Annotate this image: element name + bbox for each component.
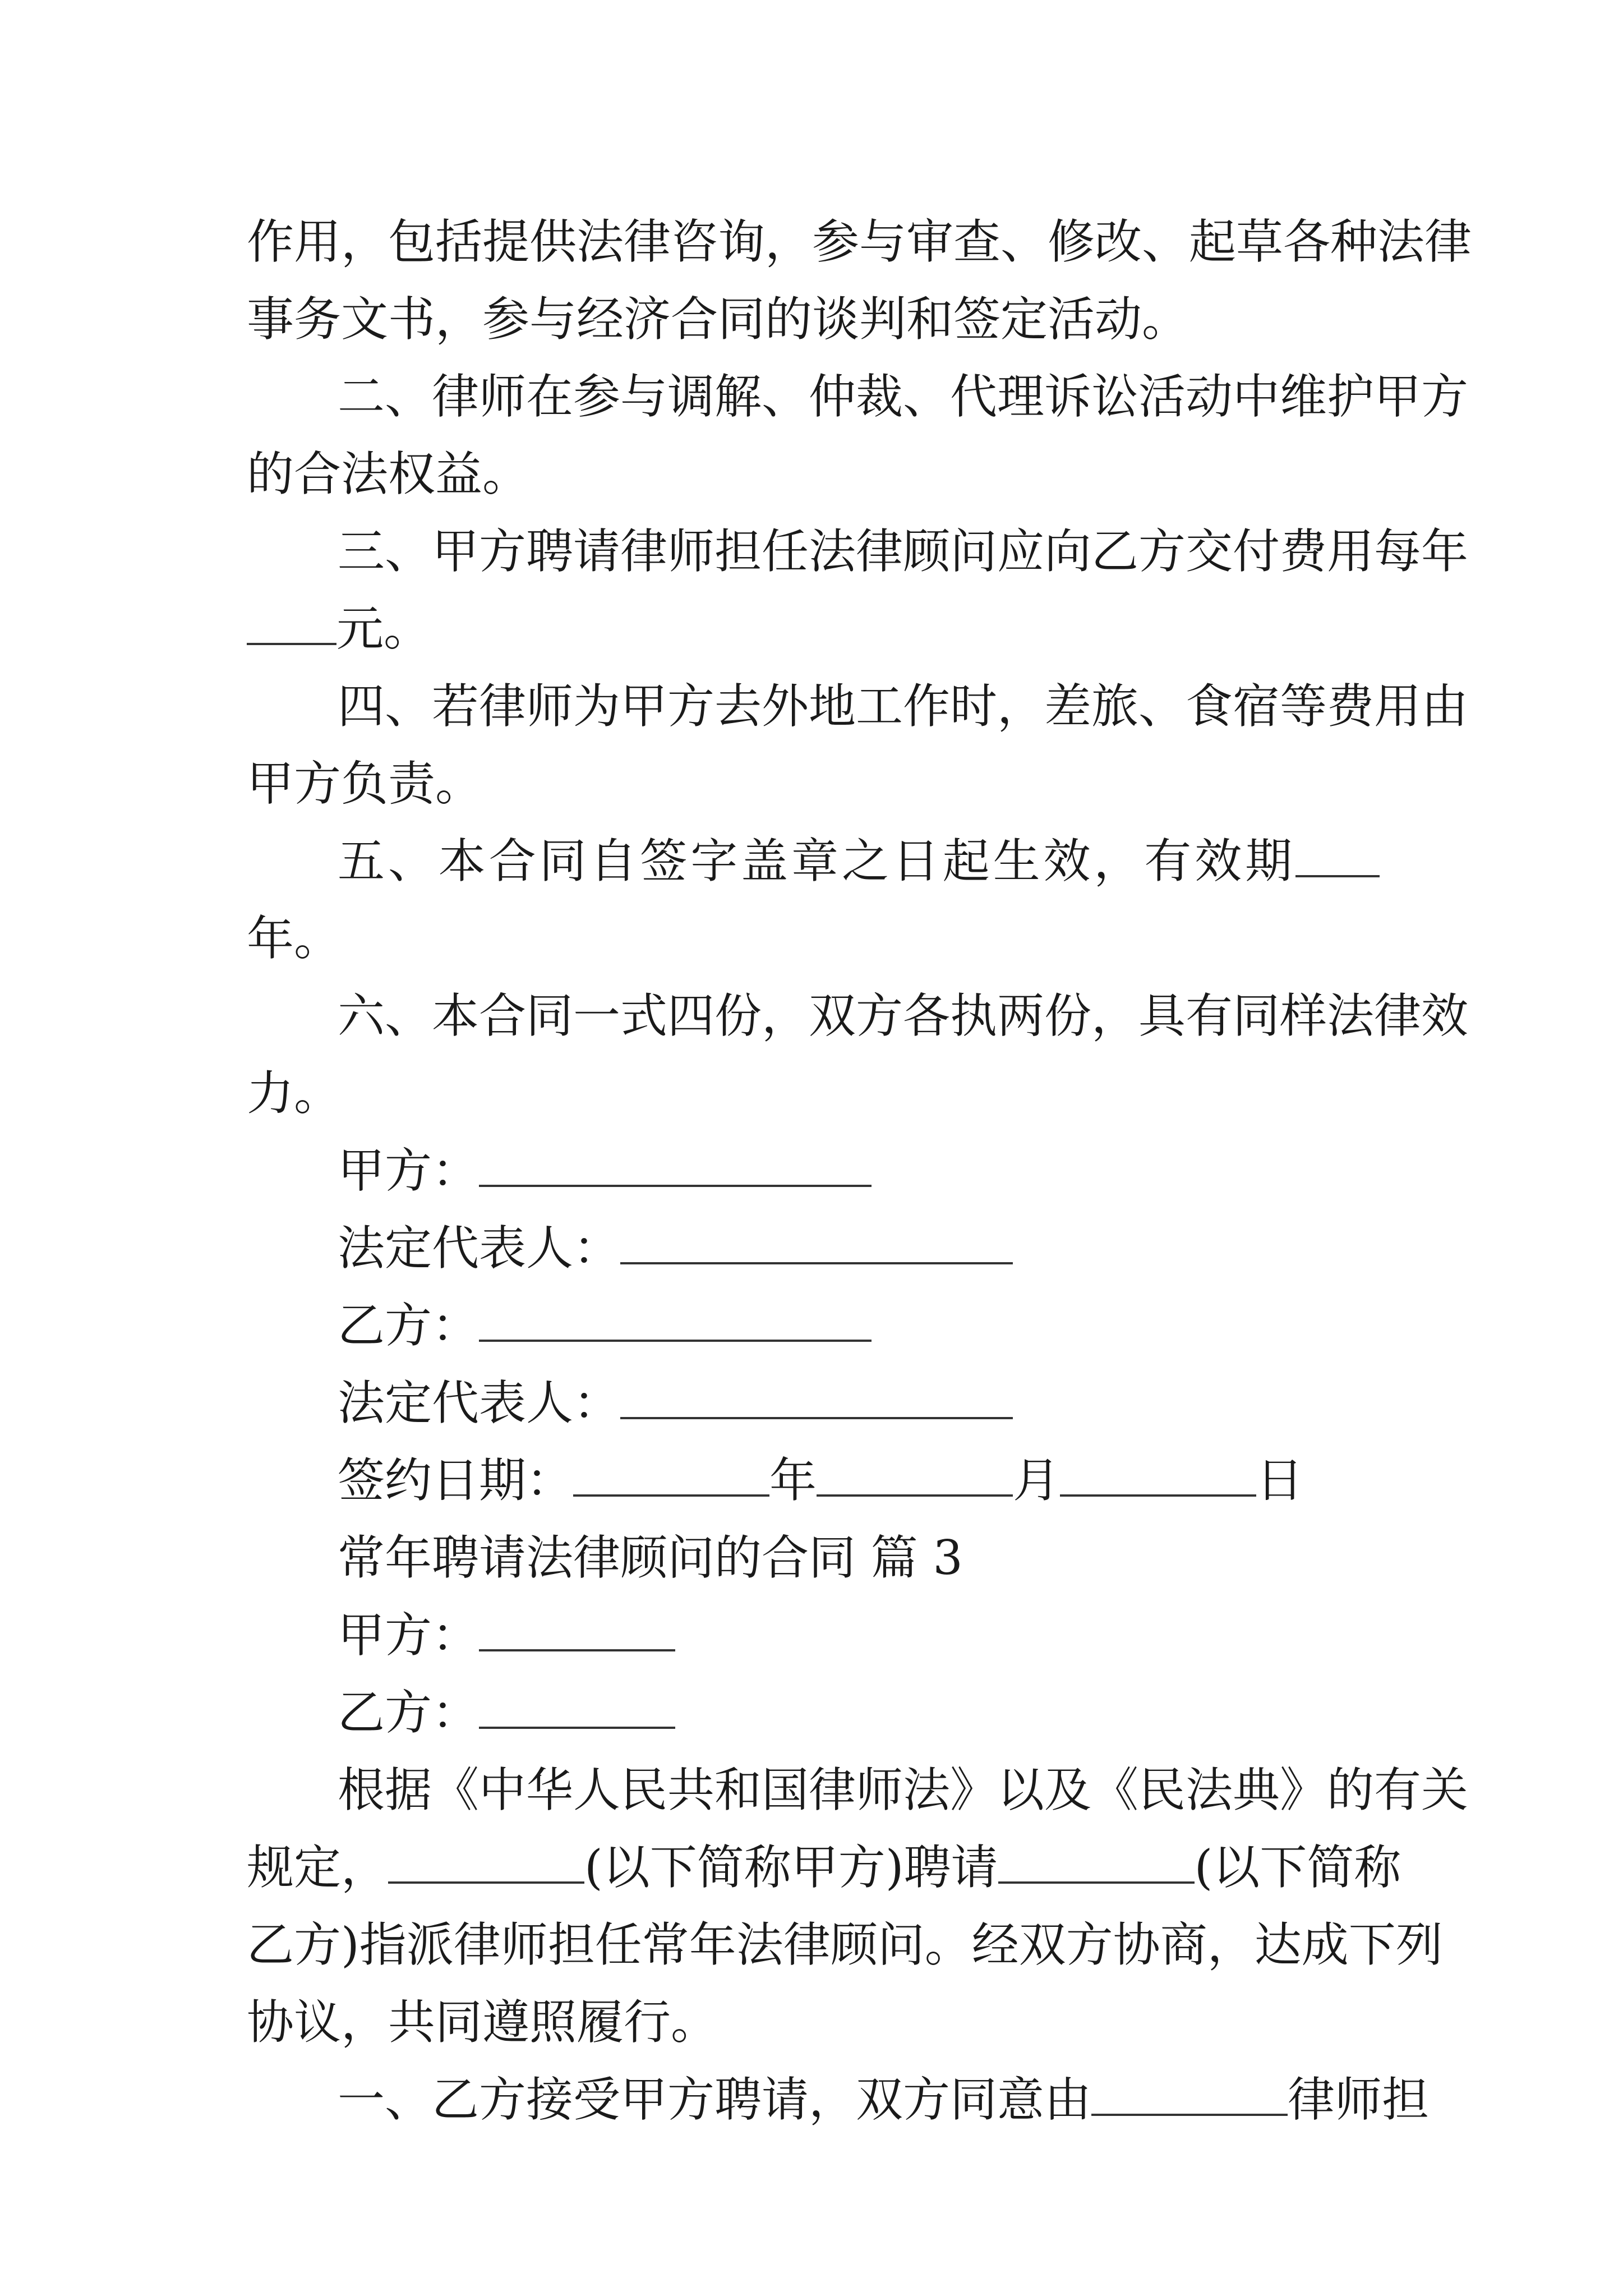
- party-b-blank: [479, 1304, 872, 1342]
- clause-4-line-1: 四、若律师为甲方去外地工作时，差旅、食宿等费用由: [338, 679, 1469, 734]
- section3-party-a-blank: [479, 1613, 675, 1651]
- month-label: 月: [1013, 1453, 1061, 1508]
- signature-rep-a: [247, 1209, 1380, 1287]
- section3-party-a-label: 甲方：: [338, 1608, 479, 1663]
- clause-6-line-2: 力。: [247, 1066, 342, 1121]
- rep-b-label: 法定代表人：: [338, 1375, 621, 1430]
- party-a-label: 甲方：: [338, 1143, 479, 1198]
- rep-a-blank: [620, 1226, 1013, 1264]
- intro-party-b-blank: [998, 1846, 1195, 1884]
- signature-rep-b: [247, 1364, 1380, 1442]
- section3-party-b-blank: [479, 1691, 675, 1729]
- clause-2-line-2: 的合法权益。: [247, 447, 530, 501]
- term-blank: [1295, 839, 1380, 877]
- section3-clause-1-tail: 律师担: [1288, 2072, 1430, 2127]
- clause-0-line-1: 作用，包括提供法律咨询，参与审查、修改、起草各种法律: [247, 214, 1472, 269]
- fee-blank: [247, 607, 336, 645]
- section3-party-b: [247, 1674, 1380, 1751]
- clause-6-line-1: 六、本合同一式四份，双方各执两份，具有同样法律效: [338, 988, 1469, 1043]
- clause-0-line-2: 事务文书，参与经济合同的谈判和签定活动。: [247, 292, 1189, 347]
- intro-line-2: [247, 1829, 1401, 1906]
- clause-2-line-1: 二、律师在参与调解、仲裁、代理诉讼活动中维护甲方: [338, 369, 1469, 424]
- intro-party-a-blank: [388, 1846, 584, 1884]
- clause-3-line-1: 三、甲方聘请律师担任法律顾问应向乙方交付费用每年: [338, 524, 1469, 579]
- document-body: [247, 203, 1472, 2138]
- section-heading: 常年聘请法律顾问的合同 篇 3: [338, 1530, 963, 1585]
- signature-party-a: [247, 1132, 1380, 1209]
- year-label: 年: [769, 1453, 817, 1508]
- date-label: 签约日期：: [338, 1453, 574, 1508]
- day-blank: [1060, 1458, 1256, 1497]
- party-a-blank: [479, 1149, 872, 1187]
- section3-party-b-label: 乙方：: [338, 1685, 479, 1740]
- rep-b-blank: [620, 1381, 1013, 1419]
- section3-party-a: [247, 1596, 1380, 1674]
- intro-text-a: 规定，: [247, 1840, 389, 1895]
- intro-line-3: 乙方)指派律师担任常年法律顾问。经双方协商，达成下列: [247, 1917, 1443, 1972]
- signature-party-b: [247, 1287, 1380, 1364]
- lawyer-name-blank: [1091, 2078, 1288, 2116]
- fee-unit: 元。: [336, 601, 431, 656]
- day-label: 日: [1256, 1453, 1304, 1508]
- intro-text-b: (以下简称甲方)聘请: [584, 1840, 998, 1895]
- section3-clause-1: [247, 2061, 1430, 2138]
- clause-4-line-2: 甲方负责。: [247, 756, 483, 811]
- intro-text-c: (以下简称: [1194, 1840, 1401, 1895]
- year-blank: [573, 1458, 769, 1497]
- clause-5-year: 年。: [247, 911, 342, 966]
- intro-line-1: 根据《中华人民共和国律师法》以及《民法典》的有关: [338, 1763, 1469, 1818]
- rep-a-label: 法定代表人：: [338, 1221, 621, 1276]
- month-blank: [817, 1458, 1013, 1497]
- signing-date: [247, 1442, 1380, 1519]
- section3-clause-1-text: 一、乙方接受甲方聘请，双方同意由: [338, 2072, 1092, 2127]
- party-b-label: 乙方：: [338, 1298, 479, 1353]
- clause-3-line-2: [247, 590, 1380, 668]
- clause-5-text: 五、本合同自签字盖章之日起生效，有效期: [338, 834, 1295, 889]
- intro-line-4: 协议，共同遵照履行。: [247, 1995, 718, 2050]
- clause-5: [247, 822, 1380, 977]
